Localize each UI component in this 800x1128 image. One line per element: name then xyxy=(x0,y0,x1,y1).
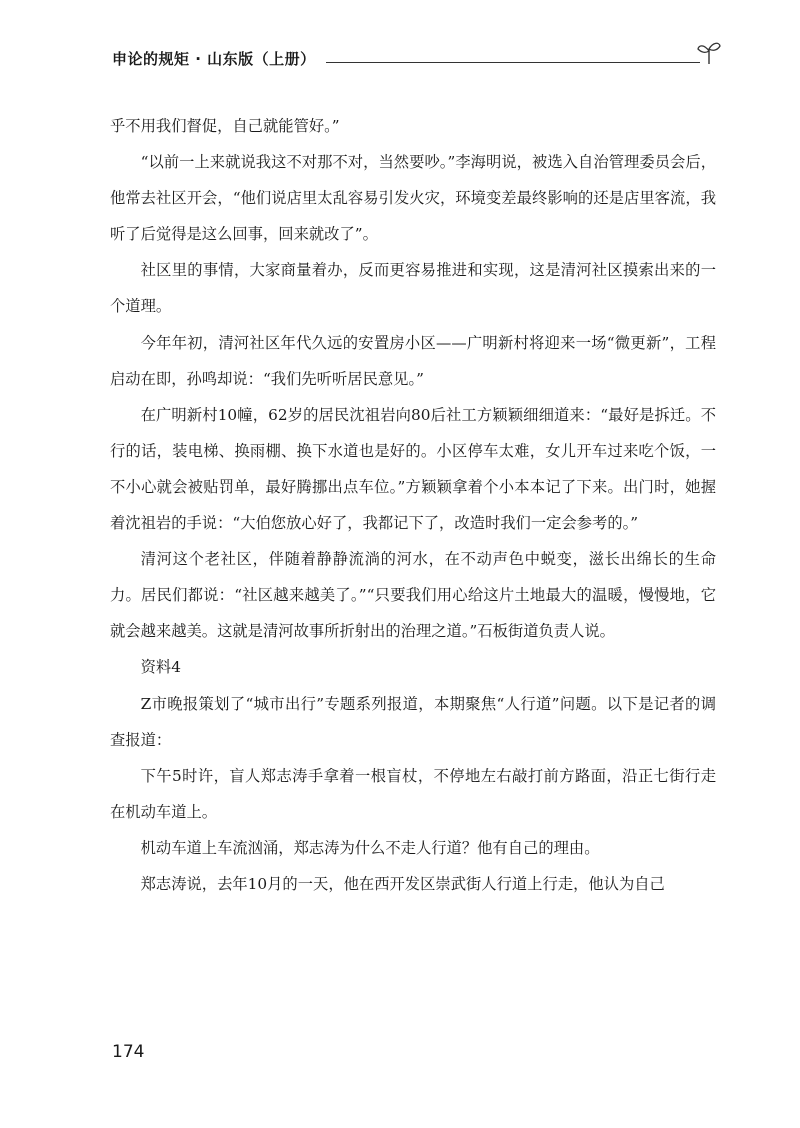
paragraph: 社区里的事情，大家商量着办，反而更容易推进和实现，这是清河社区摸索出来的一个道理。 xyxy=(110,261,716,316)
section-label: 资料4 xyxy=(140,658,181,677)
paragraph: “以前一上来就说我这不对那不对，当然要吵。”李海明说，被选入自治管理委员会后，他常去社区开会，“他们说店里太乱容易引发火灾，环境变差最终影响的还是店里客流，我听了后觉得是这么回事，回来就改了”。 xyxy=(110,153,716,244)
paragraph: 今年年初，清河社区年代久远的安置房小区——广明新村将迎来一场“微更新”，工程启动在即，孙鸣却说：“我们先听听居民意见。” xyxy=(110,333,716,388)
paragraph: 清河这个老社区，伴随着静静流淌的河水，在不动声色中蜕变，滋长出绵长的生命力。居民们都说：“社区越来越美了。”“只要我们用心给这片土地最大的温暖，慢慢地，它就会越来越美。这就是清河故事所折射出的治理之道。”石板街道负责人说。 xyxy=(110,550,716,641)
paragraph: 下午5时许，盲人郑志涛手拿着一根盲杖，不停地左右敲打前方路面，沿正七街行走在机动车道上。 xyxy=(110,766,716,821)
header-title: 申论的规矩 · 山东版（上册） xyxy=(112,50,316,68)
paragraph: 在广明新村10幢，62岁的居民沈祖岩向80后社工方颖颖细细道来：“最好是拆迁。不行的话，装电梯、换雨棚、换下水道也是好的。小区停车太难，女儿开车过来吃个饭，一不小心就会被贴罚单，最好腾挪出点车位。”方颖颖拿着个小本本记了下来。出门时，她握着沈祖岩的手说：“大伯您放心好了，我都记下了，改造时我们一定会参考的。” xyxy=(110,405,716,533)
paragraph: 郑志涛说，去年10月的一天，他在西开发区崇武街人行道上行走，他认为自己 xyxy=(140,874,665,893)
header-rule xyxy=(326,62,700,63)
paragraph: 机动车道上车流汹涌，郑志涛为什么不走人行道？他有自己的理由。 xyxy=(140,838,600,857)
body-text xyxy=(110,108,716,902)
paragraph-continued: 乎不用我们督促，自己就能管好。” xyxy=(110,117,340,135)
running-header xyxy=(112,40,722,80)
paragraph: Z市晚报策划了“城市出行”专题系列报道，本期聚焦“人行道”问题。以下是记者的调查报道： xyxy=(110,694,716,749)
sprout-icon xyxy=(696,40,722,66)
page-number: 174 xyxy=(112,1042,145,1062)
